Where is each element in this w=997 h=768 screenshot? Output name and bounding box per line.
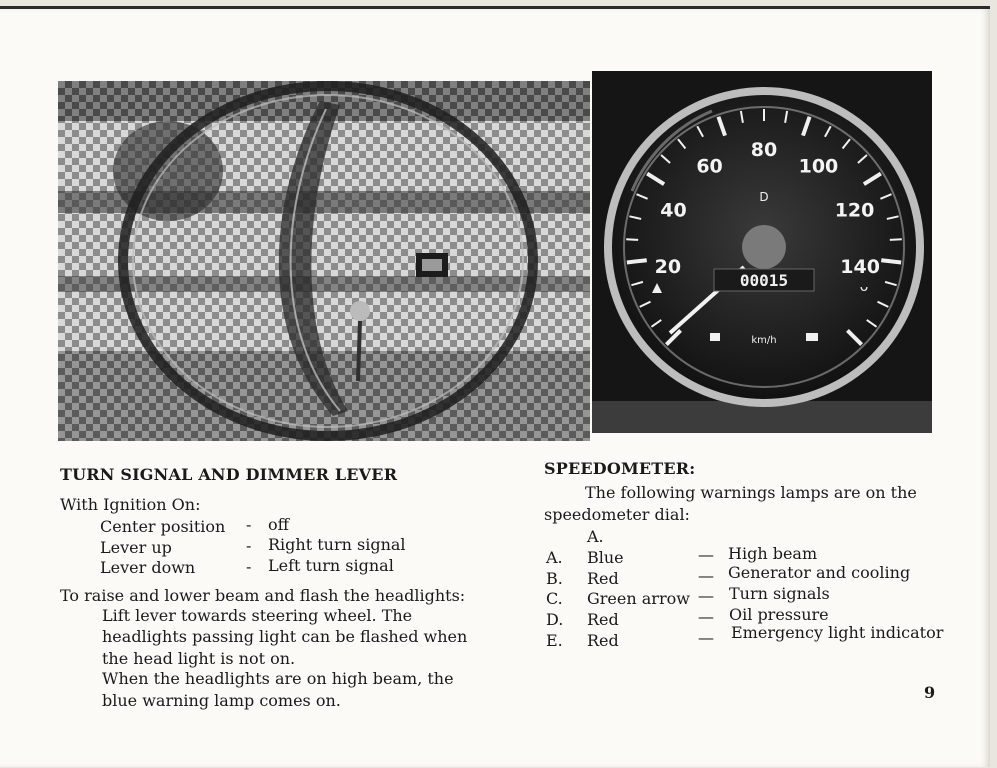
lamp-letter: A. — [546, 548, 563, 567]
position-result: Left turn signal — [268, 556, 394, 575]
lamp-letter: D. — [546, 610, 564, 629]
lamp-letter: E. — [546, 631, 563, 650]
svg-text:00015: 00015 — [739, 271, 789, 290]
lamp-color: Red — [587, 631, 619, 650]
lamp-meaning: Generator and cooling — [728, 563, 911, 582]
lamp-meaning: Oil pressure — [729, 605, 829, 624]
dial-label: 40 — [660, 199, 687, 222]
dial-label: 80 — [750, 139, 778, 161]
raise-line: When the headlights are on high beam, the — [102, 669, 454, 688]
lamp-meaning: High beam — [728, 544, 818, 563]
dial-tick — [626, 239, 638, 240]
svg-text:km/h: km/h — [751, 335, 777, 346]
ignition-label: With Ignition On: — [60, 495, 201, 514]
lamp-color: Blue — [587, 548, 624, 567]
lamp-letter: C. — [546, 589, 563, 608]
speedometer-intro: The following warnings lamps are on the — [585, 483, 917, 502]
lamp-dash: — — [698, 586, 714, 605]
raise-line: Lift lever towards steering wheel. The — [102, 606, 413, 625]
dial-tick — [627, 260, 647, 262]
raise-line: blue warning lamp comes on. — [102, 691, 341, 710]
dial-tick — [890, 239, 902, 240]
position-name: Center position — [100, 517, 226, 536]
raise-intro: To raise and lower beam and flash the headlights: — [60, 586, 466, 605]
speedometer-intro: speedometer dial: — [544, 505, 690, 524]
lamp-meaning: Turn signals — [729, 584, 830, 603]
manual-page — [0, 6, 990, 767]
lamp-color: Red — [587, 610, 619, 629]
lamp-dash: — — [698, 607, 714, 626]
dial-label: 120 — [834, 199, 875, 222]
svg-text:ᴗ: ᴗ — [859, 279, 869, 295]
position-name: Lever up — [100, 538, 172, 557]
position-result: off — [268, 515, 289, 534]
lamp-dash: — — [698, 628, 714, 647]
column-a: A. — [587, 527, 604, 546]
position-dash: - — [246, 515, 252, 534]
position-dash: - — [246, 557, 252, 576]
dial-label: 60 — [696, 155, 723, 178]
speedometer-photo — [592, 71, 932, 433]
turn-signal-heading: TURN SIGNAL AND DIMMER LEVER — [60, 465, 398, 484]
position-dash: - — [246, 536, 252, 555]
steering-wheel-photo — [58, 81, 590, 441]
raise-line: headlights passing light can be flashed when — [102, 627, 468, 646]
page-number: 9 — [924, 683, 936, 702]
raise-line: the head light is not on. — [102, 649, 296, 668]
speedometer-heading: SPEEDOMETER: — [544, 459, 696, 478]
dial-label: 100 — [798, 155, 839, 178]
position-name: Lever down — [100, 558, 196, 577]
lamp-color: Green arrow — [587, 589, 690, 608]
lamp-color: Red — [587, 569, 619, 588]
lamp-letter: B. — [546, 569, 563, 588]
lamp-meaning: Emergency light indicator — [731, 623, 944, 642]
lamp-dash: — — [698, 566, 714, 585]
dial-tick — [881, 260, 901, 262]
position-result: Right turn signal — [268, 535, 406, 554]
dial-label: 20 — [654, 256, 682, 279]
dial-label: 140 — [840, 256, 880, 279]
svg-text:D: D — [759, 190, 769, 204]
lamp-dash: — — [698, 545, 714, 564]
